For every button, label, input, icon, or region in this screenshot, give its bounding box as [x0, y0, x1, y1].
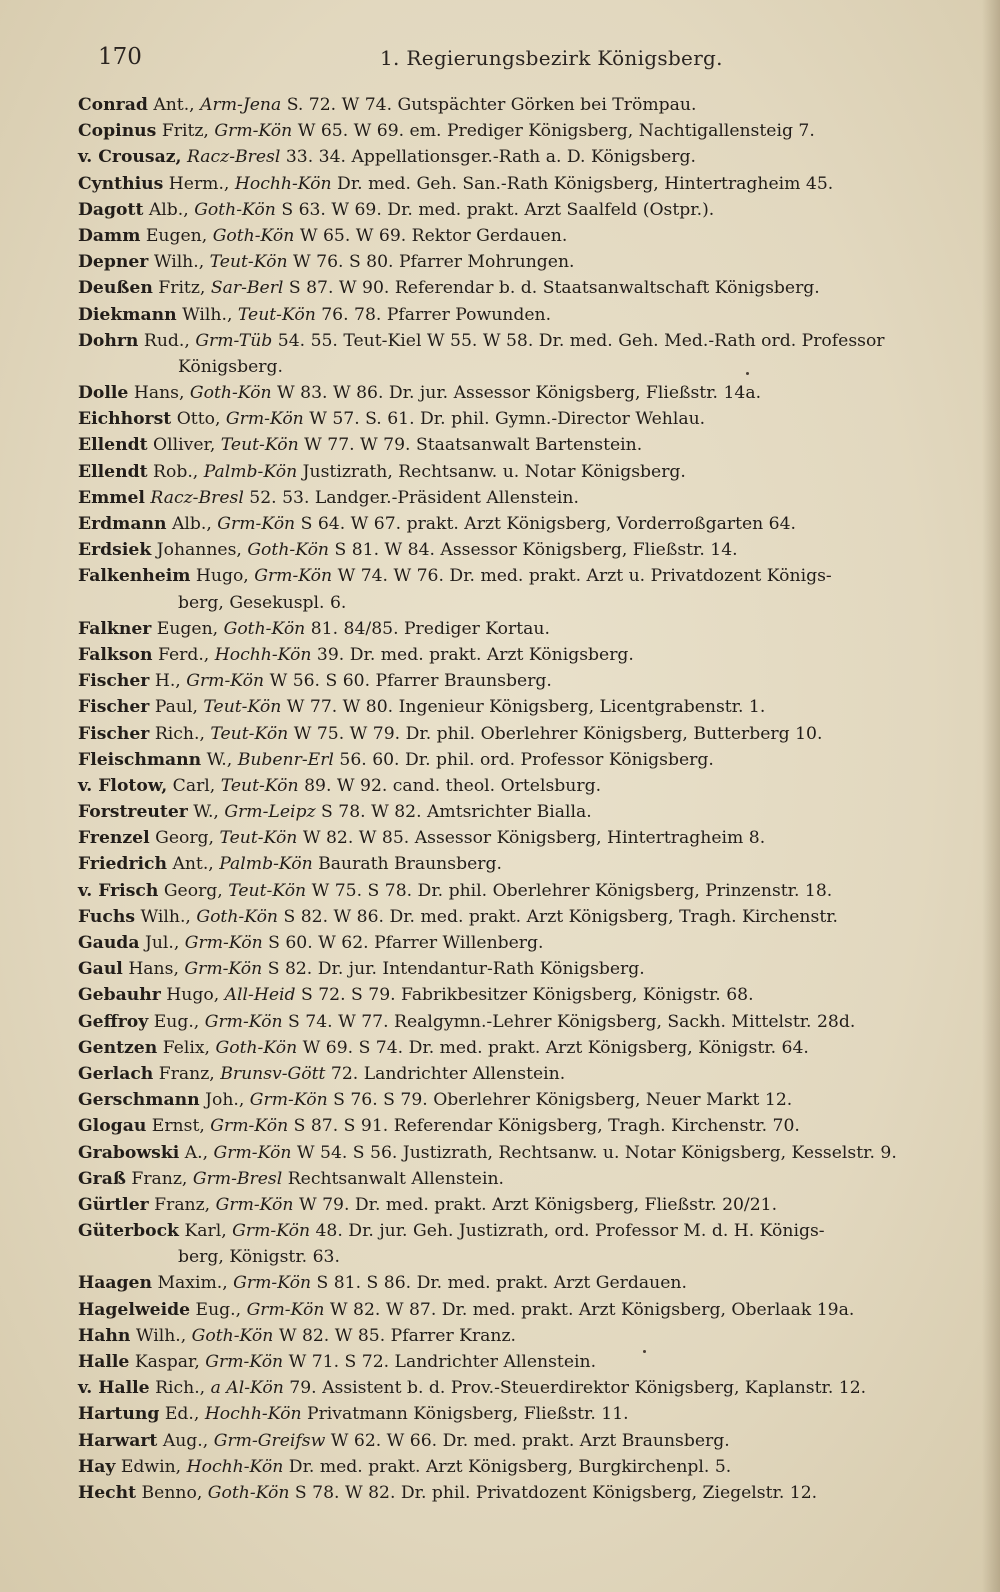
- entry-fraternity-university: Grm-Kön: [217, 514, 296, 534]
- entry-fraternity-university: Teut-Kön: [209, 252, 288, 273]
- running-title: 1. Regierungsbezirk Königsberg.: [380, 46, 723, 70]
- entry-given-name: Felix,: [162, 1037, 211, 1058]
- entry-fraternity-university: Grm-Kön: [186, 671, 265, 692]
- entry-continuation: [78, 354, 938, 380]
- entry-details: W 76. S 80. Pfarrer Mohrungen.: [293, 252, 575, 273]
- page-header: [0, 40, 1000, 80]
- entry-details: S 87. S 91. Referendar Königsberg, Tragh. Kirchenstr. 70.: [293, 1116, 800, 1137]
- list-item: [78, 904, 938, 930]
- list-item: [78, 432, 938, 458]
- entry-given-name: Edwin,: [120, 1456, 182, 1477]
- list-item: [78, 1035, 938, 1061]
- entry-given-name: Ernst,: [151, 1116, 205, 1137]
- entry-given-name: W.,: [193, 802, 219, 823]
- entry-surname: Hartung: [78, 1404, 160, 1425]
- entry-fraternity-university: Goth-Kön: [212, 225, 295, 246]
- entry-fraternity-university: Racz-Bresl: [186, 147, 281, 168]
- entry-fraternity-university: Palmb-Kön: [203, 461, 298, 482]
- entry-details: W 77. W 80. Ingenieur Königsberg, Licentgrabenstr. 1.: [286, 697, 766, 718]
- entry-given-name: Georg,: [155, 828, 215, 849]
- entry-details: S. 72. W 74. Gutspächter Görken bei Trömpau.: [286, 95, 697, 115]
- entry-fraternity-university: Hochh-Kön: [186, 1456, 284, 1477]
- entry-details: W 62. W 66. Dr. med. prakt. Arzt Braunsberg.: [330, 1430, 730, 1451]
- entry-fraternity-university: Goth-Kön: [191, 1325, 274, 1346]
- list-item: [78, 537, 938, 563]
- entry-details: W 54. S 56. Justizrath, Rechtsanw. u. Notar Königsberg, Kesselstr. 9.: [296, 1142, 897, 1163]
- entry-given-name: Alb.,: [148, 199, 189, 220]
- entry-details: Dr. med. Geh. San.-Rath Königsberg, Hintertragheim 45.: [337, 173, 834, 194]
- entry-fraternity-university: Hochh-Kön: [234, 173, 332, 194]
- entry-details: Königsberg.: [178, 356, 283, 377]
- entry-given-name: Eug.,: [195, 1299, 242, 1320]
- list-item: [78, 249, 938, 275]
- entry-given-name: Aug.,: [162, 1430, 209, 1451]
- list-item: [78, 878, 938, 904]
- entry-details: S 78. W 82. Dr. phil. Privatdozent Königsberg, Ziegelstr. 12.: [294, 1482, 818, 1503]
- list-item: [78, 616, 938, 642]
- entry-fraternity-university: All-Heid: [224, 985, 296, 1006]
- list-item: [78, 668, 938, 694]
- entry-given-name: Paul,: [154, 697, 198, 718]
- entry-given-name: Herm.,: [168, 173, 230, 194]
- entry-fraternity-university: Grm-Kön: [184, 933, 263, 953]
- ink-speck: [643, 1350, 646, 1353]
- entry-surname: Gürtler: [78, 1194, 149, 1215]
- entry-surname: v. Crousaz,: [78, 147, 182, 168]
- entry-surname: Grabowski: [78, 1142, 180, 1163]
- entry-surname: Friedrich: [78, 854, 167, 875]
- entry-given-name: Maxim.,: [157, 1273, 228, 1294]
- list-item: [78, 459, 938, 485]
- list-item: [78, 1087, 938, 1113]
- list-item: [78, 642, 938, 668]
- entry-details: 79. Assistent b. d. Prov.-Steuerdirektor Königsberg, Kaplanstr. 12.: [289, 1378, 867, 1399]
- list-item: [78, 511, 938, 537]
- list-item: [78, 1454, 938, 1480]
- entry-surname: Deußen: [78, 278, 153, 299]
- entry-surname: Graß: [78, 1168, 126, 1189]
- entry-details: berg, Königstr. 63.: [178, 1247, 340, 1268]
- entry-fraternity-university: Goth-Kön: [223, 618, 306, 639]
- entry-given-name: Ed.,: [164, 1404, 200, 1425]
- entry-fraternity-university: Grm-Bresl: [192, 1168, 283, 1189]
- entry-given-name: Rich.,: [154, 723, 205, 744]
- entry-details: S 60. W 62. Pfarrer Willenberg.: [268, 933, 544, 953]
- list-item: [78, 275, 938, 301]
- entry-surname: Gentzen: [78, 1037, 158, 1058]
- entry-surname: Diekmann: [78, 304, 177, 325]
- entry-given-name: Hugo,: [195, 566, 249, 587]
- entry-fraternity-university: Teut-Kön: [203, 697, 282, 718]
- entry-details: W 75. S 78. Dr. phil. Oberlehrer Königsberg, Prinzenstr. 18.: [311, 880, 833, 901]
- entry-surname: Fleischmann: [78, 749, 202, 770]
- entry-details: S 87. W 90. Referendar b. d. Staatsanwaltschaft Königsberg.: [288, 278, 820, 299]
- entry-list: [78, 92, 938, 1506]
- entry-fraternity-university: Goth-Kön: [194, 199, 276, 220]
- list-item: [78, 799, 938, 825]
- entry-continuation: [78, 1244, 938, 1270]
- entry-fraternity-university: Grm-Kön: [246, 1299, 325, 1320]
- entry-surname: Frenzel: [78, 828, 150, 849]
- entry-surname: Gauda: [78, 933, 140, 953]
- entry-details: Rechtsanwalt Allenstein.: [287, 1168, 504, 1189]
- entry-details: W 65. W 69. Rektor Gerdauen.: [299, 225, 568, 246]
- entry-surname: Geffroy: [78, 1011, 149, 1032]
- entry-details: 48. Dr. jur. Geh. Justizrath, ord. Professor M. d. H. Königs-: [315, 1221, 825, 1242]
- entry-fraternity-university: Grm-Kön: [233, 1273, 312, 1294]
- entry-details: Justizrath, Rechtsanw. u. Notar Königsberg.: [302, 461, 686, 482]
- entry-given-name: Otto,: [176, 409, 221, 430]
- entry-details: W 71. S 72. Landrichter Allenstein.: [288, 1352, 597, 1372]
- entry-surname: Copinus: [78, 121, 157, 142]
- entry-fraternity-university: Grm-Tüb: [195, 330, 273, 351]
- entry-details: S 81. W 84. Assessor Königsberg, Fließstr. 14.: [334, 540, 738, 561]
- list-item: [78, 1061, 938, 1087]
- entry-surname: Güterbock: [78, 1221, 179, 1242]
- list-item: [78, 930, 938, 956]
- entry-given-name: Eugen,: [156, 618, 219, 639]
- entry-fraternity-university: Grm-Kön: [213, 1142, 292, 1163]
- entry-fraternity-university: Goth-Kön: [207, 1482, 290, 1503]
- entry-given-name: Franz,: [131, 1168, 188, 1189]
- entry-fraternity-university: Grm-Kön: [249, 1090, 328, 1111]
- entry-fraternity-university: Grm-Kön: [225, 409, 304, 430]
- list-item: [78, 1009, 938, 1035]
- entry-fraternity-university: Goth-Kön: [189, 383, 272, 404]
- entry-details: 56. 60. Dr. phil. ord. Professor Königsberg.: [339, 749, 714, 770]
- entry-surname: Gebauhr: [78, 985, 161, 1006]
- entry-given-name: W.,: [206, 749, 233, 770]
- entry-surname: Fischer: [78, 671, 150, 692]
- entry-details: W 82. W 85. Assessor Königsberg, Hintertragheim 8.: [302, 828, 766, 849]
- entry-surname: Fischer: [78, 697, 150, 718]
- list-item: [78, 563, 938, 589]
- entry-details: S 81. S 86. Dr. med. prakt. Arzt Gerdauen.: [316, 1273, 687, 1294]
- entry-given-name: Hans,: [133, 383, 185, 404]
- entry-given-name: Georg,: [163, 880, 223, 901]
- list-item: [78, 485, 938, 511]
- list-item: [78, 747, 938, 773]
- entry-fraternity-university: Teut-Kön: [220, 435, 299, 456]
- entry-details: 54. 55. Teut-Kiel W 55. W 58. Dr. med. Geh. Med.-Rath ord. Professor: [277, 330, 885, 351]
- entry-surname: Hay: [78, 1456, 116, 1477]
- entry-surname: Hecht: [78, 1482, 137, 1503]
- list-item: [78, 1323, 938, 1349]
- entry-surname: Fuchs: [78, 906, 136, 927]
- page-number: 170: [98, 44, 142, 70]
- list-item: [78, 851, 938, 877]
- entry-given-name: Franz,: [154, 1194, 211, 1215]
- entry-given-name: Karl,: [184, 1221, 227, 1242]
- entry-given-name: Hans,: [128, 959, 179, 980]
- entry-surname: Harwart: [78, 1430, 158, 1451]
- entry-given-name: Jul.,: [144, 933, 180, 953]
- entry-given-name: Ant.,: [153, 95, 195, 115]
- entry-details: 72. Landrichter Allenstein.: [330, 1063, 566, 1084]
- page-edge-shadow: [982, 0, 1000, 1592]
- entry-details: 33. 34. Appellationsger.-Rath a. D. Königsberg.: [285, 147, 696, 168]
- list-item: [78, 956, 938, 982]
- entry-given-name: Ant.,: [172, 854, 214, 875]
- entry-given-name: Johannes,: [156, 540, 242, 561]
- entry-surname: Eichhorst: [78, 409, 172, 430]
- list-item: [78, 1113, 938, 1139]
- entry-details: Dr. med. prakt. Arzt Königsberg, Burgkirchenpl. 5.: [288, 1456, 732, 1477]
- entry-continuation: [78, 590, 938, 616]
- list-item: [78, 982, 938, 1008]
- list-item: [78, 1192, 938, 1218]
- entry-details: 89. W 92. cand. theol. Ortelsburg.: [304, 775, 602, 796]
- entry-fraternity-university: Hochh-Kön: [204, 1404, 302, 1425]
- entry-surname: Halle: [78, 1352, 130, 1372]
- entry-fraternity-university: Grm-Kön: [205, 1352, 284, 1372]
- entry-given-name: H.,: [154, 671, 181, 692]
- entry-surname: Ellendt: [78, 435, 148, 456]
- entry-surname: Haagen: [78, 1273, 152, 1294]
- list-item: [78, 1140, 938, 1166]
- entry-given-name: Kaspar,: [134, 1352, 200, 1372]
- entry-surname: Damm: [78, 225, 141, 246]
- entry-given-name: Hugo,: [166, 985, 220, 1006]
- entry-given-name: Wilh.,: [153, 252, 205, 273]
- list-item: [78, 1270, 938, 1296]
- entry-surname: Falkner: [78, 618, 152, 639]
- entry-given-name: Wilh.,: [182, 304, 233, 325]
- entry-details: W 65. W 69. em. Prediger Königsberg, Nachtigallensteig 7.: [297, 121, 815, 142]
- entry-fraternity-university: Grm-Kön: [214, 121, 293, 142]
- entry-given-name: Carl,: [172, 775, 216, 796]
- list-item: [78, 406, 938, 432]
- entry-given-name: Rich.,: [155, 1378, 206, 1399]
- entry-details: berg, Gesekuspl. 6.: [178, 592, 347, 613]
- entry-details: S 78. W 82. Amtsrichter Bialla.: [321, 802, 592, 823]
- entry-given-name: Wilh.,: [140, 906, 191, 927]
- entry-details: W 56. S 60. Pfarrer Braunsberg.: [269, 671, 552, 692]
- entry-fraternity-university: Goth-Kön: [215, 1037, 298, 1058]
- list-item: [78, 1428, 938, 1454]
- entry-fraternity-university: Grm-Kön: [210, 1116, 289, 1137]
- entry-fraternity-university: Teut-Kön: [237, 304, 316, 325]
- entry-given-name: Rob.,: [153, 461, 199, 482]
- entry-given-name: Eug.,: [153, 1011, 200, 1032]
- entry-given-name: Fritz,: [161, 121, 209, 142]
- entry-given-name: Eugen,: [145, 225, 208, 246]
- entry-surname: Erdmann: [78, 514, 167, 534]
- entry-details: W 75. W 79. Dr. phil. Oberlehrer Königsberg, Butterberg 10.: [293, 723, 823, 744]
- entry-fraternity-university: Grm-Kön: [215, 1194, 294, 1215]
- list-item: [78, 694, 938, 720]
- list-item: [78, 223, 938, 249]
- entry-surname: Cynthius: [78, 173, 164, 194]
- list-item: [78, 1218, 938, 1244]
- entry-given-name: Ferd.,: [157, 644, 210, 665]
- list-item: [78, 773, 938, 799]
- entry-details: 52. 53. Landger.-Präsident Allenstein.: [249, 487, 579, 508]
- entry-surname: Dagott: [78, 199, 144, 220]
- entry-given-name: Joh.,: [205, 1090, 245, 1111]
- entry-fraternity-university: Arm-Jena: [200, 95, 282, 115]
- list-item: [78, 380, 938, 406]
- entry-surname: Falkenheim: [78, 566, 191, 587]
- entry-surname: v. Flotow,: [78, 775, 168, 796]
- entry-surname: Depner: [78, 252, 149, 273]
- list-item: [78, 1349, 938, 1375]
- entry-given-name: Franz,: [158, 1063, 215, 1084]
- list-item: [78, 1401, 938, 1427]
- entry-surname: Falkson: [78, 644, 153, 665]
- entry-details: Privatmann Königsberg, Fließstr. 11.: [307, 1404, 629, 1425]
- entry-surname: Forstreuter: [78, 802, 188, 823]
- entry-surname: Gerlach: [78, 1063, 154, 1084]
- entry-details: 39. Dr. med. prakt. Arzt Königsberg.: [316, 644, 634, 665]
- entry-details: W 74. W 76. Dr. med. prakt. Arzt u. Privatdozent Königs-: [337, 566, 832, 587]
- entry-given-name: Fritz,: [158, 278, 206, 299]
- entry-details: S 72. S 79. Fabrikbesitzer Königsberg, Königstr. 68.: [300, 985, 754, 1006]
- entry-surname: v. Halle: [78, 1378, 150, 1399]
- entry-surname: Glogau: [78, 1116, 147, 1137]
- list-item: [78, 197, 938, 223]
- entry-fraternity-university: Grm-Kön: [254, 566, 333, 587]
- entry-surname: Ellendt: [78, 461, 148, 482]
- entry-details: W 83. W 86. Dr. jur. Assessor Königsberg, Fließstr. 14a.: [277, 383, 762, 404]
- entry-surname: Gerschmann: [78, 1090, 200, 1111]
- entry-fraternity-university: Grm-Greifsw: [213, 1430, 326, 1451]
- entry-given-name: Wilh.,: [135, 1325, 187, 1346]
- entry-surname: Dohrn: [78, 330, 139, 351]
- list-item: [78, 92, 938, 118]
- entry-surname: v. Frisch: [78, 880, 159, 901]
- entry-fraternity-university: Grm-Kön: [204, 1011, 283, 1032]
- entry-details: S 63. W 69. Dr. med. prakt. Arzt Saalfeld (Ostpr.).: [281, 199, 715, 220]
- entry-fraternity-university: Grm-Leipz: [224, 802, 316, 823]
- entry-details: W 69. S 74. Dr. med. prakt. Arzt Königsberg, Königstr. 64.: [302, 1037, 809, 1058]
- entry-given-name: Olliver,: [153, 435, 216, 456]
- entry-details: W 79. Dr. med. prakt. Arzt Königsberg, Fließstr. 20/21.: [298, 1194, 778, 1215]
- entry-fraternity-university: Teut-Kön: [219, 828, 298, 849]
- entry-fraternity-university: Teut-Kön: [228, 880, 307, 901]
- entry-details: W 77. W 79. Staatsanwalt Bartenstein.: [304, 435, 643, 456]
- list-item: [78, 825, 938, 851]
- entry-surname: Gaul: [78, 959, 123, 980]
- list-item: [78, 1297, 938, 1323]
- entry-fraternity-university: Bubenr-Erl: [237, 749, 334, 770]
- entry-details: W 57. S. 61. Dr. phil. Gymn.-Director Wehlau.: [309, 409, 706, 430]
- entry-fraternity-university: Racz-Bresl: [150, 487, 244, 508]
- entry-details: W 82. W 87. Dr. med. prakt. Arzt Königsberg, Oberlaak 19a.: [329, 1299, 855, 1320]
- entry-surname: Hagelweide: [78, 1299, 191, 1320]
- entry-details: S 74. W 77. Realgymn.-Lehrer Königsberg, Sackh. Mittelstr. 28d.: [288, 1011, 856, 1032]
- list-item: [78, 1480, 938, 1506]
- entry-details: 81. 84/85. Prediger Kortau.: [310, 618, 550, 639]
- entry-fraternity-university: Sar-Berl: [210, 278, 284, 299]
- list-item: [78, 118, 938, 144]
- entry-details: 76. 78. Pfarrer Powunden.: [321, 304, 552, 325]
- entry-fraternity-university: a Al-Kön: [210, 1378, 284, 1399]
- entry-surname: Erdsiek: [78, 540, 152, 561]
- entry-given-name: A.,: [184, 1142, 209, 1163]
- list-item: [78, 171, 938, 197]
- entry-surname: Emmel: [78, 487, 145, 508]
- entry-fraternity-university: Brunsv-Gött: [220, 1063, 326, 1084]
- entry-fraternity-university: Palmb-Kön: [219, 854, 313, 875]
- entry-given-name: Benno,: [141, 1482, 203, 1503]
- entry-fraternity-university: Teut-Kön: [210, 723, 289, 744]
- entry-fraternity-university: Goth-Kön: [196, 906, 279, 927]
- list-item: [78, 1375, 938, 1401]
- ink-speck: [746, 372, 749, 375]
- entry-details: Baurath Braunsberg.: [318, 854, 502, 875]
- list-item: [78, 302, 938, 328]
- entry-fraternity-university: Teut-Kön: [220, 775, 299, 796]
- entry-surname: Hahn: [78, 1325, 131, 1346]
- entry-details: S 82. W 86. Dr. med. prakt. Arzt Königsberg, Tragh. Kirchenstr.: [283, 906, 839, 927]
- entry-fraternity-university: Goth-Kön: [247, 540, 329, 561]
- entry-fraternity-university: Grm-Kön: [232, 1221, 311, 1242]
- entry-surname: Fischer: [78, 723, 150, 744]
- entry-details: S 82. Dr. jur. Intendantur-Rath Königsberg.: [267, 959, 645, 980]
- entry-fraternity-university: Grm-Kön: [184, 959, 263, 980]
- entry-surname: Dolle: [78, 383, 129, 404]
- list-item: [78, 328, 938, 354]
- entry-fraternity-university: Hochh-Kön: [214, 644, 312, 665]
- entry-given-name: Rud.,: [143, 330, 190, 351]
- entry-details: S 76. S 79. Oberlehrer Königsberg, Neuer Markt 12.: [333, 1090, 793, 1111]
- list-item: [78, 1166, 938, 1192]
- entry-details: S 64. W 67. prakt. Arzt Königsberg, Vorderroßgarten 64.: [300, 514, 797, 534]
- entry-details: W 82. W 85. Pfarrer Kranz.: [278, 1325, 517, 1346]
- list-item: [78, 721, 938, 747]
- entry-given-name: Alb.,: [171, 514, 212, 534]
- entry-surname: Conrad: [78, 95, 148, 115]
- list-item: [78, 144, 938, 170]
